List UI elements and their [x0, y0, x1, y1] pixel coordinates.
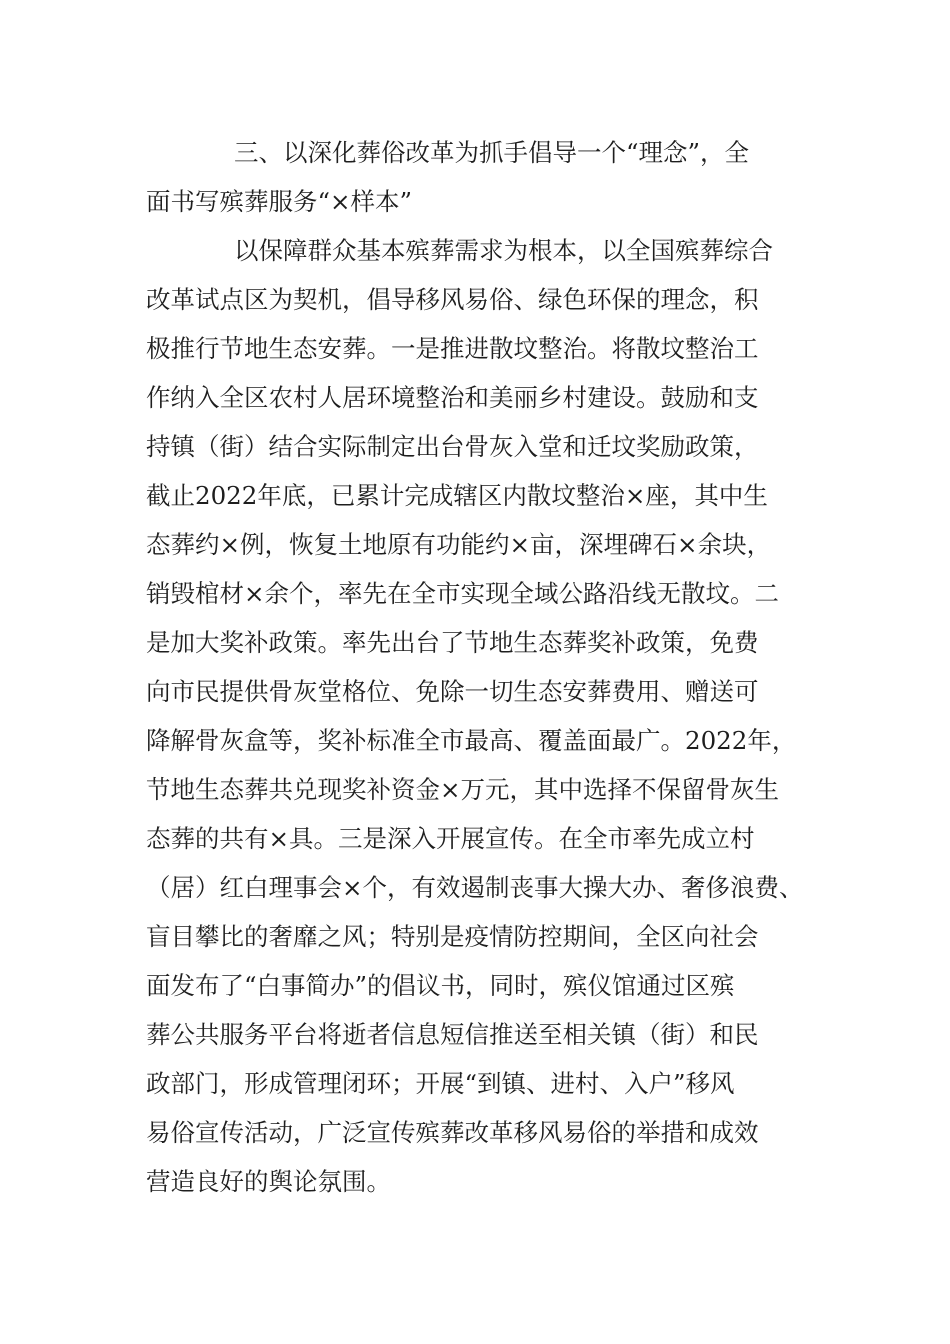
paragraph-line: 降解骨灰盒等，奖补标准全市最高、覆盖面最广。2022年， [146, 726, 797, 755]
body-paragraph [146, 226, 826, 1206]
paragraph-line: 政部门，形成管理闭环；开展“到镇、进村、入户”移风 [146, 1069, 735, 1098]
heading-line: 面书写殡葬服务“×样本” [146, 187, 413, 216]
paragraph-line: 作纳入全区农村人居环境整治和美丽乡村建设。鼓励和支 [146, 383, 759, 412]
section-heading [146, 128, 826, 226]
document-body [146, 128, 826, 1206]
paragraph-line: 向市民提供骨灰堂格位、免除一切生态安葬费用、赠送可 [146, 677, 759, 706]
paragraph-line: 是加大奖补政策。率先出台了节地生态葬奖补政策，免费 [146, 628, 759, 657]
paragraph-line: 易俗宣传活动，广泛宣传殡葬改革移风易俗的举措和成效 [146, 1118, 759, 1147]
paragraph-line: 营造良好的舆论氛围。 [146, 1167, 391, 1196]
paragraph-line: 截止2022年底，已累计完成辖区内散坟整治×座，其中生 [146, 481, 768, 510]
paragraph-line: （居）红白理事会×个，有效遏制丧事大操大办、奢侈浪费、 [146, 873, 804, 902]
paragraph-line: 态葬的共有×具。三是深入开展宣传。在全市率先成立村 [146, 824, 755, 853]
paragraph-line: 销毁棺材×余个，率先在全市实现全域公路沿线无散坟。二 [146, 579, 780, 608]
paragraph-line: 以保障群众基本殡葬需求为根本，以全国殡葬综合 [234, 236, 773, 265]
paragraph-line: 持镇（街）结合实际制定出台骨灰入堂和迁坟奖励政策， [146, 432, 759, 461]
heading-line: 三、以深化葬俗改革为抓手倡导一个“理念”，全 [234, 138, 750, 167]
paragraph-line: 葬公共服务平台将逝者信息短信推送至相关镇（街）和民 [146, 1020, 759, 1049]
paragraph-line: 态葬约×例，恢复土地原有功能约×亩，深埋碑石×余块， [146, 530, 772, 559]
paragraph-line: 极推行节地生态安葬。一是推进散坟整治。将散坟整治工 [146, 334, 759, 363]
paragraph-line: 改革试点区为契机，倡导移风易俗、绿色环保的理念，积 [146, 285, 759, 314]
paragraph-line: 面发布了“白事简办”的倡议书，同时，殡仪馆通过区殡 [146, 971, 735, 1000]
paragraph-line: 节地生态葬共兑现奖补资金×万元，其中选择不保留骨灰生 [146, 775, 780, 804]
paragraph-line: 盲目攀比的奢靡之风；特别是疫情防控期间，全区向社会 [146, 922, 759, 951]
